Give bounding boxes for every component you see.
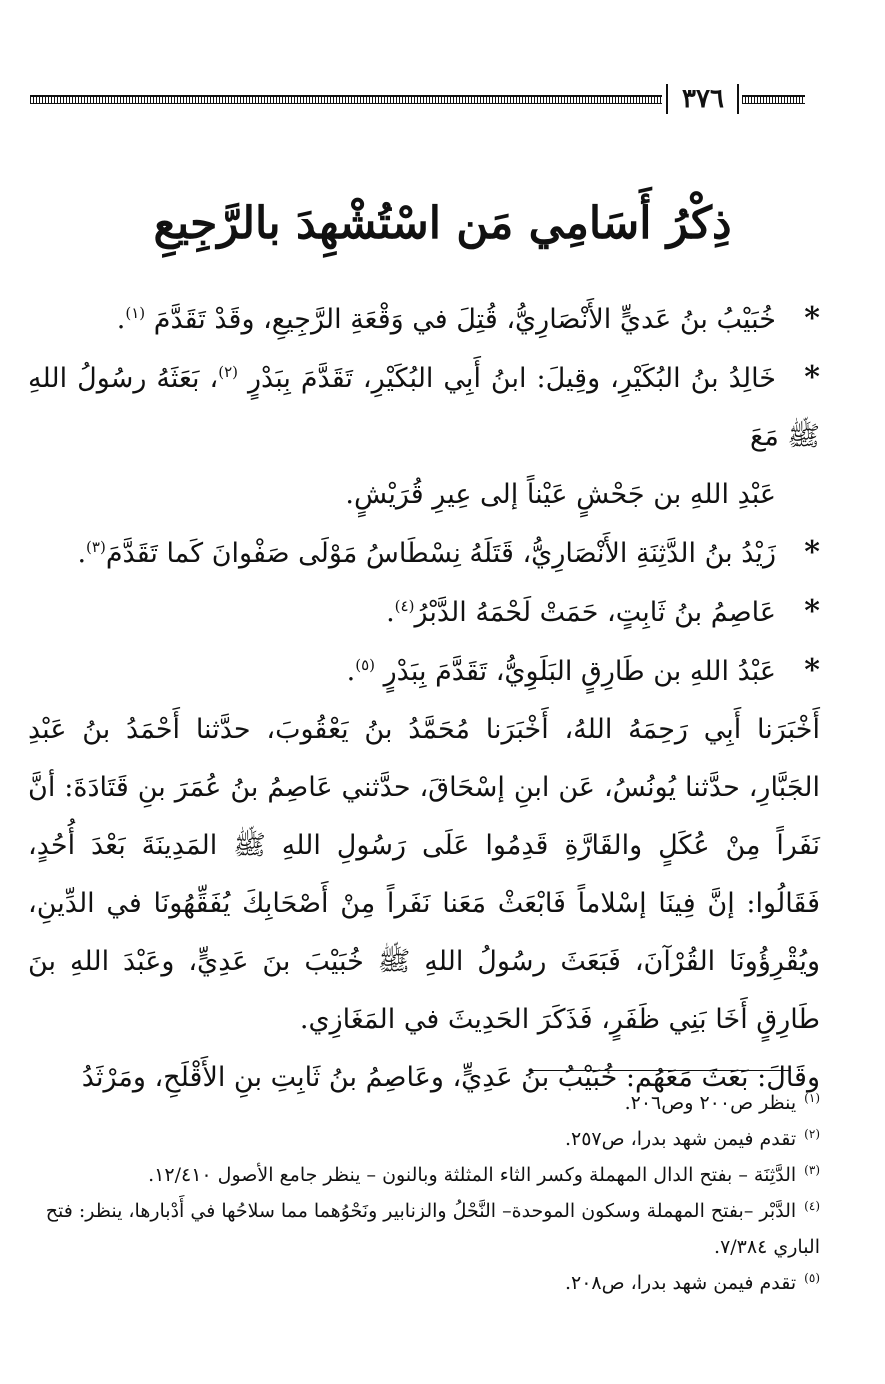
entry-bullet: * (804, 301, 820, 336)
footnote (30, 1157, 820, 1193)
page-header (30, 84, 805, 114)
entry-abdullah (28, 642, 820, 701)
footnote (30, 1265, 820, 1301)
entry-khalid (28, 349, 820, 524)
footnote (30, 1085, 820, 1121)
footnote-text: ينظر ص٢٠٠ وص٢٠٦. (624, 1092, 797, 1114)
entry-text-line2: عَبْدِ اللهِ بن جَحْشٍ عَيْناً إلى عِيرِ قُرَيْشٍ. (345, 479, 776, 510)
footnote-ref: (٤) (394, 597, 415, 615)
header-rule-long (30, 95, 662, 104)
footnote-ref: (٢) (218, 363, 238, 381)
entry-end: . (386, 597, 395, 628)
entry-text: خُبَيْبُ بنُ عَديٍّ الأَنْصَارِيُّ، قُتِلَ في وَقْعَةِ الرَّجِيعِ، وقَدْ تَقَدَّمَ (153, 304, 776, 335)
footnote-number: (٢) (804, 1126, 820, 1141)
entry-end: . (116, 304, 126, 335)
entry-asim (28, 583, 820, 642)
entry-text: زَيْدُ بنُ الدَّثِنَةِ الأَنْصَارِيُّ، قَتَلَهُ نِسْطَاسُ مَوْلَى صَفْوانَ كَما تَقَدَّمَ (105, 538, 776, 569)
footnote-text: الدَّثِنَة – بفتح الدال المهملة وكسر الثاء المثلثة وبالنون – ينظر جامع الأصول ١٢/٤١٠. (148, 1164, 797, 1186)
footnote-separator (529, 1070, 791, 1071)
footnote-number: (٥) (804, 1270, 820, 1285)
header-bar-right (737, 84, 739, 114)
entry-text: عَبْدُ اللهِ بن طَارِقٍ البَلَوِيُّ، تَقَدَّمَ بِبَدْرٍ (383, 656, 776, 687)
header-bar-left (666, 84, 668, 114)
footnote (30, 1193, 820, 1265)
body-text (28, 290, 820, 1107)
chapter-title: ذِكْرُ أَسَامِي مَن اسْتُشْهِدَ بالرَّجِيعِ (153, 198, 732, 250)
entry-end: . (77, 538, 87, 569)
footnote-number: (٣) (804, 1162, 820, 1177)
footnote-text: تقدم فيمن شهد بدرا، ص٢٠٨. (564, 1272, 797, 1294)
entry-khubayb (28, 290, 820, 349)
footnote-text: تقدم فيمن شهد بدرا، ص٢٥٧. (564, 1128, 797, 1150)
footnotes (30, 1085, 820, 1301)
entry-bullet: * (804, 535, 820, 570)
entry-zayd (28, 524, 820, 583)
narration-paragraph: أَخْبَرَنا أَبِي رَحِمَهُ اللهُ، أَخْبَرَنا مُحَمَّدُ بنُ يَعْقُوبَ، حدَّثنا أَحْمَدُ بنُ عَبْدِ الجَبَّارِ، حدَّثنا يُونُسُ، عَن ابنِ إسْحَاقَ، حدَّثني عَاصِمُ بنُ عُمَرَ بنِ قَتَادَةَ: أنَّ نَفَراً مِنْ عُكَلٍ والقَارَّةِ قَدِمُوا عَلَى رَسُولِ اللهِ ﷺ المَدِينَةَ بَعْدَ أُحُدٍ، فَقَالُوا: إنَّ فِينَا إسْلاماً فَابْعَثْ مَعَنا نَفَراً مِنْ أَصْحَابِكَ يُفَقِّهُونَا في الدِّينِ، ويُقْرِؤُونَا القُرْآنَ، فَبَعَثَ رسُولُ اللهِ ﷺ خُبَيْبَ بنَ عَدِيٍّ، وعَبْدَ اللهِ بنَ طَارِقٍ أَخَا بَنِي ظَفَرٍ، فَذَكَرَ الحَدِيثَ في المَغَازِي. (28, 714, 820, 1035)
footnote-ref: (٣) (86, 538, 106, 556)
footnote-ref: (٥) (355, 656, 376, 674)
footnote-ref: (١) (125, 304, 146, 322)
continuation-paragraph: وقَالَ: بَعَثَ مَعَهُم: خُبَيْبُ بنُ عَدِيٍّ، وعَاصِمُ بنُ ثَابِتِ بنِ الأَقْلَحِ، ومَرْثَدُ (81, 1062, 820, 1093)
entry-end: . (346, 656, 356, 687)
footnote-text: الدَّبْر –بفتح المهملة وسكون الموحدة– النَّحْلُ والزنابير ونَحْوُهما مما سلاحُها في أَدْبارها، ينظر: فتح الباري ٧/٣٨٤. (45, 1200, 820, 1258)
entry-bullet: * (804, 360, 820, 395)
entry-text: عَاصِمُ بنُ ثَابِتٍ، حَمَتْ لَحْمَهُ الدَّبْرُ (414, 597, 776, 628)
entry-text-cont: ، بَعَثَهُ رسُولُ اللهِ ﷺ مَعَ (28, 363, 820, 452)
entry-text: خَالِدُ بنُ البُكَيْرِ، وقِيلَ: ابنُ أَبِي البُكَيْرِ، تَقَدَّمَ بِبَدْرٍ (247, 363, 776, 394)
page-number: ٣٧٦ (682, 84, 724, 114)
entry-bullet: * (804, 653, 820, 688)
footnote-number: (١) (804, 1090, 820, 1105)
footnote (30, 1121, 820, 1157)
entry-bullet: * (804, 594, 820, 629)
footnote-number: (٤) (804, 1198, 820, 1213)
header-rule-short (742, 95, 805, 104)
